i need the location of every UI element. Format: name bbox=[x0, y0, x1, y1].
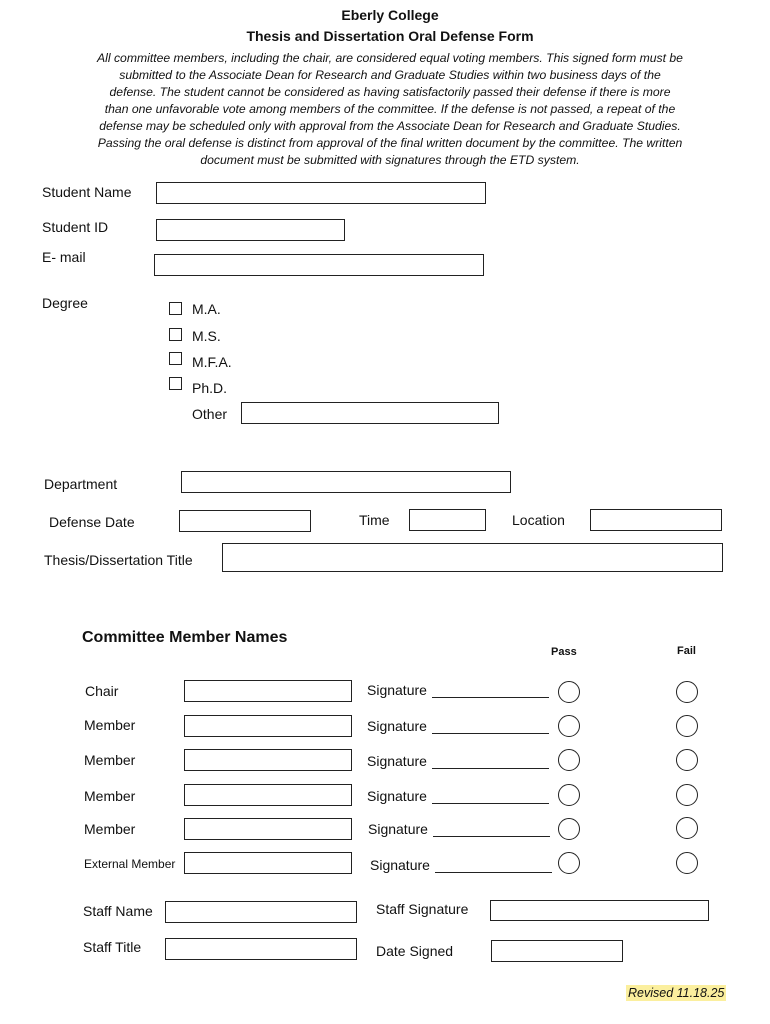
degree-ma-checkbox[interactable] bbox=[169, 302, 182, 315]
member-1-pass-radio[interactable] bbox=[558, 715, 580, 737]
member-3-signature-label: Signature bbox=[367, 788, 427, 804]
instructions-line: than one unfavorable vote among members of the committee. If the defense is not passed, a repeat of the bbox=[104, 102, 676, 116]
instructions bbox=[50, 50, 730, 169]
member-2-signature-label: Signature bbox=[367, 753, 427, 769]
chair-name-field[interactable] bbox=[184, 680, 352, 702]
external-member-pass-radio[interactable] bbox=[558, 852, 580, 874]
member-4-signature-line[interactable] bbox=[433, 821, 550, 837]
degree-ms-label: M.S. bbox=[192, 328, 221, 344]
instructions-line: All committee members, including the chair, are considered equal voting members. This signed form must be bbox=[97, 51, 683, 65]
member-3-pass-radio[interactable] bbox=[558, 784, 580, 806]
thesis-title-field[interactable] bbox=[222, 543, 723, 572]
instructions-line: Passing the oral defense is distinct from approval of the final written document by the committee. The written bbox=[97, 136, 683, 150]
member-2-pass-radio[interactable] bbox=[558, 749, 580, 771]
student-id-field[interactable] bbox=[156, 219, 345, 241]
member-2-signature-line[interactable] bbox=[432, 753, 549, 769]
degree-label: Degree bbox=[42, 295, 88, 311]
location-field[interactable] bbox=[590, 509, 722, 531]
member-1-name-field[interactable] bbox=[184, 715, 352, 737]
member-4-label: Member bbox=[84, 821, 136, 837]
member-3-label: Member bbox=[84, 788, 136, 804]
committee-heading: Committee Member Names bbox=[82, 629, 288, 646]
time-label: Time bbox=[359, 512, 390, 528]
form-title: Thesis and Dissertation Oral Defense Form bbox=[246, 28, 534, 44]
degree-ms-checkbox[interactable] bbox=[169, 328, 182, 341]
email-label: E- mail bbox=[42, 249, 86, 265]
student-name-field[interactable] bbox=[156, 182, 486, 204]
staff-name-field[interactable] bbox=[165, 901, 357, 923]
chair-signature-line[interactable] bbox=[432, 682, 549, 698]
member-1-signature-label: Signature bbox=[367, 718, 427, 734]
member-1-label: Member bbox=[84, 717, 136, 733]
department-label: Department bbox=[44, 476, 118, 492]
defense-date-field[interactable] bbox=[179, 510, 311, 532]
chair-fail-radio[interactable] bbox=[676, 681, 698, 703]
member-2-fail-radio[interactable] bbox=[676, 749, 698, 771]
member-4-fail-radio[interactable] bbox=[676, 817, 698, 839]
degree-other-field[interactable] bbox=[241, 402, 499, 424]
external-member-name-field[interactable] bbox=[184, 852, 352, 874]
member-3-fail-radio[interactable] bbox=[676, 784, 698, 806]
member-3-name-field[interactable] bbox=[184, 784, 352, 806]
degree-phd-label: Ph.D. bbox=[192, 380, 228, 396]
member-1-signature-line[interactable] bbox=[432, 718, 549, 734]
staff-name-label: Staff Name bbox=[83, 903, 153, 919]
chair-label: Chair bbox=[85, 683, 119, 699]
external-member-label: External Member bbox=[84, 857, 176, 871]
defense-date-label: Defense Date bbox=[49, 514, 135, 530]
degree-ma-label: M.A. bbox=[192, 301, 221, 317]
date-signed-field[interactable] bbox=[491, 940, 623, 962]
staff-title-label: Staff Title bbox=[83, 939, 142, 955]
instructions-line: defense may be scheduled only with approval from the Associate Dean for Research and Graduate Studies. bbox=[99, 119, 681, 133]
member-2-label: Member bbox=[84, 752, 136, 768]
external-member-fail-radio[interactable] bbox=[676, 852, 698, 874]
time-field[interactable] bbox=[409, 509, 486, 531]
external-member-signature-label: Signature bbox=[370, 857, 430, 873]
degree-phd-checkbox[interactable] bbox=[169, 377, 182, 390]
instructions-line: defense. The student cannot be considered as having satisfactorily passed their defense if there is more bbox=[109, 85, 671, 99]
pass-column-header: Pass bbox=[551, 646, 577, 658]
member-4-signature-label: Signature bbox=[368, 821, 428, 837]
staff-signature-field[interactable] bbox=[490, 900, 709, 921]
date-signed-label: Date Signed bbox=[376, 943, 454, 959]
staff-signature-label: Staff Signature bbox=[376, 901, 469, 917]
staff-title-field[interactable] bbox=[165, 938, 357, 960]
revision-note: Revised 11.18.25 bbox=[628, 986, 725, 1000]
student-name-label: Student Name bbox=[42, 184, 132, 200]
degree-mfa-checkbox[interactable] bbox=[169, 352, 182, 365]
email-field[interactable] bbox=[154, 254, 484, 276]
member-3-signature-line[interactable] bbox=[432, 788, 549, 804]
location-label: Location bbox=[512, 512, 565, 528]
member-4-pass-radio[interactable] bbox=[558, 818, 580, 840]
degree-other-label: Other bbox=[192, 406, 228, 422]
instructions-line: document must be submitted with signatures through the ETD system. bbox=[200, 153, 580, 167]
thesis-title-label: Thesis/Dissertation Title bbox=[44, 552, 193, 568]
external-member-signature-line[interactable] bbox=[435, 857, 552, 873]
member-4-name-field[interactable] bbox=[184, 818, 352, 840]
college-name: Eberly College bbox=[341, 7, 439, 23]
chair-pass-radio[interactable] bbox=[558, 681, 580, 703]
degree-mfa-label: M.F.A. bbox=[192, 354, 232, 370]
member-2-name-field[interactable] bbox=[184, 749, 352, 771]
chair-signature-label: Signature bbox=[367, 682, 427, 698]
member-1-fail-radio[interactable] bbox=[676, 715, 698, 737]
student-id-label: Student ID bbox=[42, 219, 109, 235]
department-field[interactable] bbox=[181, 471, 511, 493]
instructions-line: submitted to the Associate Dean for Research and Graduate Studies within two business days of the bbox=[119, 68, 661, 82]
fail-column-header: Fail bbox=[677, 645, 696, 657]
